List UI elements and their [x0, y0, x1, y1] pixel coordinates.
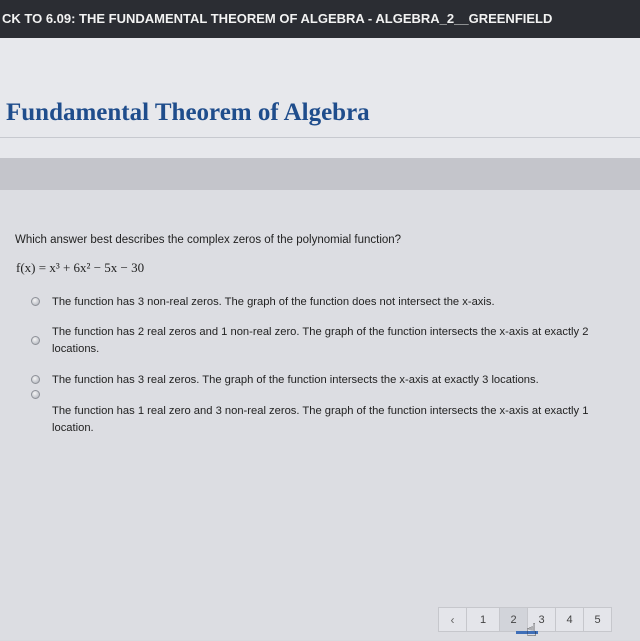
option-label: The function has 2 real zeros and 1 non-real zero. The graph of the function intersects the x-axis at exactly 2 locations. [52, 326, 589, 355]
hand-cursor-icon: ☝ [526, 620, 537, 640]
page-button-2[interactable]: 2 [499, 607, 528, 632]
course-header-bar [0, 0, 640, 38]
page-button-3[interactable]: 3 [527, 607, 556, 632]
prev-page-button[interactable]: ‹ [438, 607, 467, 632]
radio-button[interactable] [31, 375, 40, 384]
page-title: Fundamental Theorem of Algebra [6, 99, 370, 126]
radio-button[interactable] [31, 336, 40, 345]
page-button-4[interactable]: 4 [555, 607, 584, 632]
page-button-5[interactable]: 5 [583, 607, 612, 632]
radio-button[interactable] [31, 297, 40, 306]
option-label: The function has 3 non-real zeros. The graph of the function does not intersect the x-axis. [52, 296, 495, 308]
radio-button[interactable] [31, 390, 40, 399]
page-button-1[interactable]: 1 [466, 607, 500, 632]
option-label: The function has 3 real zeros. The graph of the function intersects the x-axis at exactly 3 locations. [52, 374, 539, 386]
toolbar-strip [0, 158, 640, 190]
pagination [438, 607, 611, 632]
option-label: The function has 1 real zero and 3 non-real zeros. The graph of the function intersects the x-axis at exactly 1 location. [52, 405, 589, 434]
back-link[interactable]: CK TO 6.09: THE FUNDAMENTAL THEOREM OF ALGEBRA - ALGEBRA_2__GREENFIELD [2, 11, 553, 26]
polynomial-formula: f(x) = x³ + 6x² − 5x − 30 [16, 260, 145, 275]
title-band [0, 38, 640, 158]
question-prompt: Which answer best describes the complex zeros of the polynomial function? [15, 234, 402, 246]
divider [0, 137, 640, 138]
